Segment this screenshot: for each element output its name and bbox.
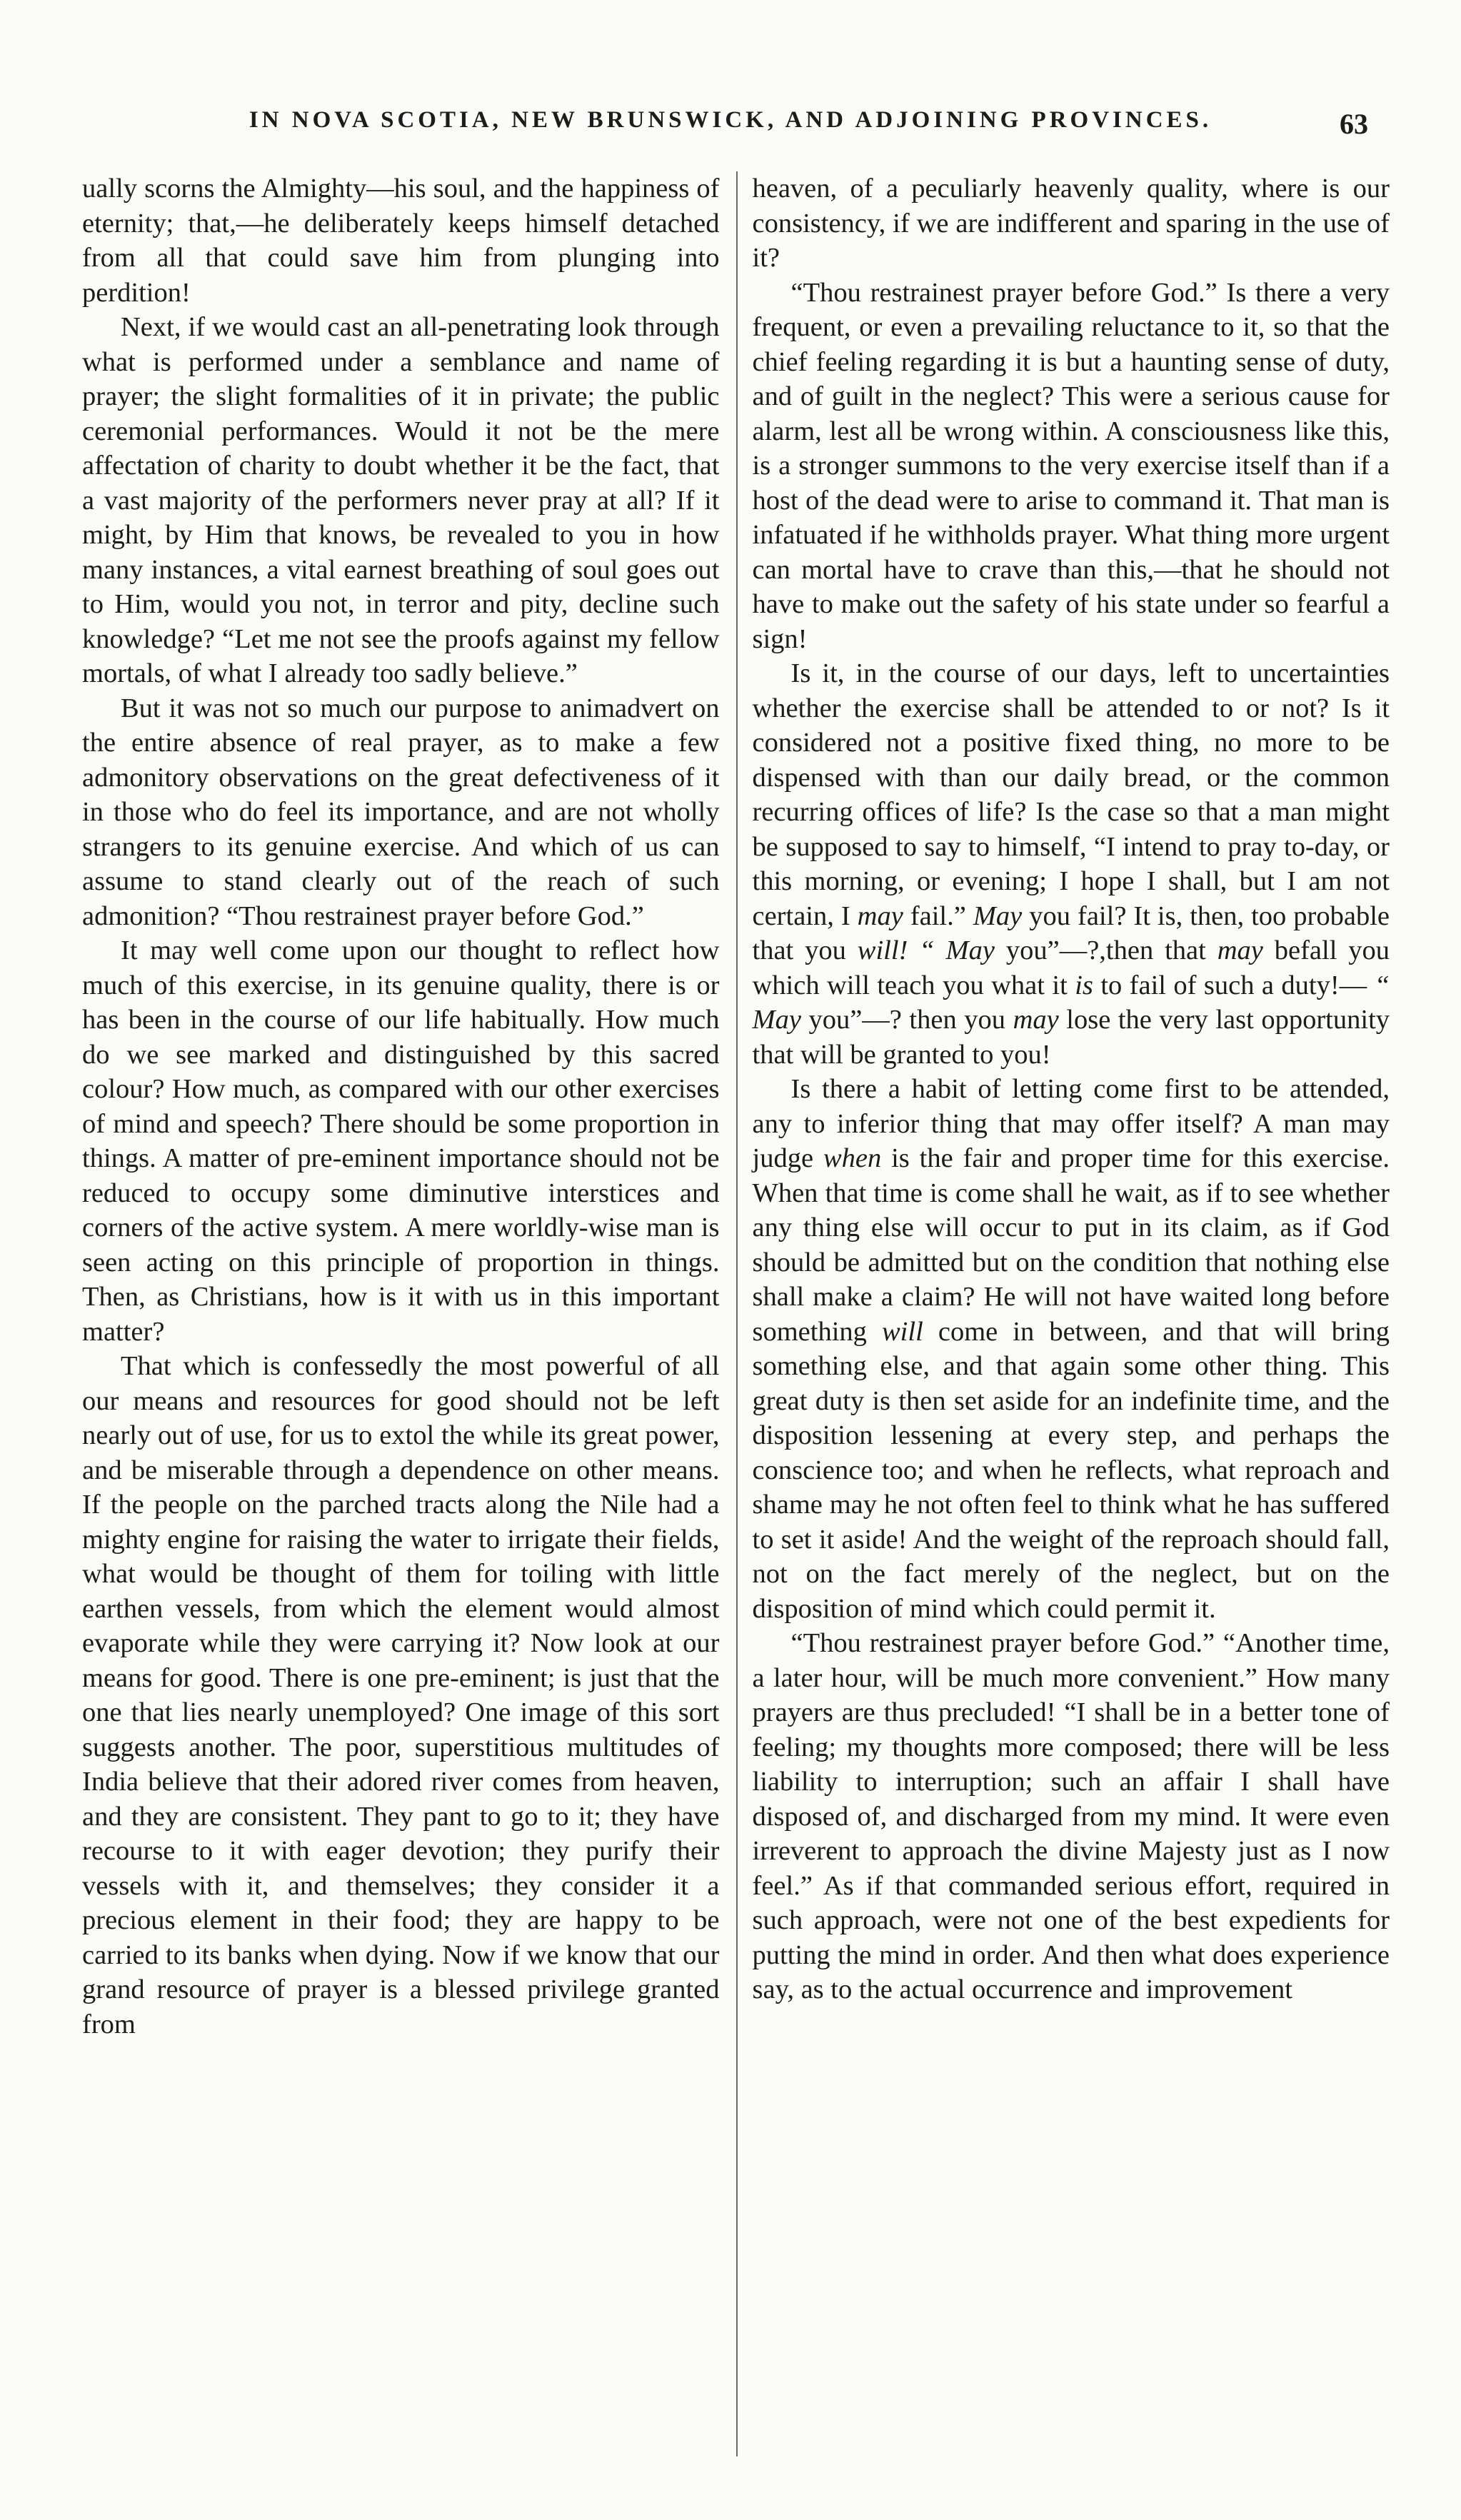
text-run: to fail of such a duty!— (1100, 970, 1367, 1000)
paragraph: It may well come upon our thought to reflect how much of this exercise, in its genuine quality, there is or has been in the course of our life habitually. How much do we see marked and distinguished by this sacred colour? How much, as compared with our other exercises of mind and speech? There should be some proportion in things. A matter of pre-eminent importance should not be reduced to occupy some diminutive interstices and corners of the active system. A mere worldly-wise man is seen acting on this principle of proportion in things. Then, as Christians, how is it with us in this important matter? (82, 935, 720, 1347)
italic-word: is (1075, 970, 1093, 1000)
italic-word: may (857, 900, 903, 931)
paragraph (753, 656, 1390, 1072)
text-run: you fail? It is, then, too probable that you (752, 900, 1390, 965)
paragraph: That which is confessedly the most powerful of all our means and resources for good should not be left nearly out of use, for us to extol the while its great power, and be miserable through a dependence on other means. If the people on the parched tracts along the Nile had a mighty engine for raising the water to irrigate their fields, what would be thought of them for toiling with little earthen vessels, from which the element would almost evaporate while they were carrying it? Now look at our means for good. There is one pre-eminent; is just that the one that lies nearly unemployed? One image of this sort suggests another. The poor, superstitious multitudes of India believe that their adored river comes from heaven, and they are consistent. They pant to go to it; they have recourse to it with eager devotion; they purify their vessels with it, and themselves; they consider it a precious element in their food; they are happy to be carried to its banks when dying. Now if we know that our grand resource of prayer is a blessed privilege granted from (82, 1351, 720, 2039)
text-run: you”—? then you (808, 1005, 1006, 1035)
text-columns (82, 171, 1390, 2456)
italic-word: will (882, 1316, 923, 1347)
text-run: Is there a habit of letting come first to be attended, any to inferior thing that may offer itself? A man may judge (752, 1074, 1390, 1173)
text-run: fail.” (910, 900, 966, 931)
running-header (86, 107, 1375, 150)
italic-word: “ May (919, 935, 995, 965)
left-column (82, 171, 720, 2456)
text-run: is the fair and proper time for this exercise. When that time is come shall he wait, as if to see whether any thing else will occur to put in its claim, as if God should be admitted but on the condition that nothing else shall make a claim? He will not have waited long before something (752, 1143, 1390, 1347)
italic-word: May (973, 900, 1023, 931)
running-title: IN NOVA SCOTIA, NEW BRUNSWICK, AND ADJOINING PROVINCES. (248, 107, 1213, 133)
text-run: lose the very last opportunity that will be granted to you! (752, 1005, 1390, 1070)
italic-word: will! (857, 935, 908, 965)
paragraph: Next, if we would cast an all-penetrating look through what is performed under a semblance and name of prayer; the slight formalities of it in private; the public ceremonial performances. Would it not be the mere affectation of charity to doubt whether it be the fact, that a vast majority of the performers never pray at all? If it might, by Him that knows, be revealed to you in how many instances, a vital earnest breathing of soul goes out to Him, would you not, in terror and pity, decline such knowledge? “Let me not see the proofs against my fellow mortals, of what I already too sadly believe.” (82, 312, 720, 688)
italic-word: when (823, 1143, 882, 1173)
text-run: Is it, in the course of our days, left to uncertainties whether the exercise shall be attended to or not? Is it considered not a positive fixed thing, no more to be dispensed with than our daily bread, or the common recurring offices of life? Is the case so that a man might be supposed to say to himself, “I intend to pray to-day, or this morning, or evening; I hope I shall, but I am not certain, I (752, 658, 1390, 931)
paragraph: But it was not so much our purpose to animadvert on the entire absence of real prayer, as to make a few admonitory observations on the great defectiveness of it in those who do feel its importance, and are not wholly strangers to its genuine exercise. And which of us can assume to stand clearly out of the reach of such admonition? “Thou restrainest prayer before God.” (82, 693, 720, 931)
text-run: befall you which will teach you what it (752, 935, 1390, 1000)
text-run: come in between, and that will bring something else, and that again some other thing. This great duty is then set aside for an indefinite time, and the disposition lessening at every step, and perhaps the conscience too; and when he reflects, what reproach and shame may he not often feel to think what he has suffered to set it aside! And the weight of the reproach should fall, not on the fact merely of the neglect, but on the disposition of mind which could permit it. (752, 1316, 1390, 1624)
italic-word: may (1217, 935, 1263, 965)
italic-word: may (1013, 1005, 1059, 1035)
paragraph (753, 1072, 1390, 1626)
text-run: you”—?,then that (1005, 935, 1206, 965)
page-number: 63 (1340, 108, 1368, 140)
paragraph: ually scorns the Almighty—his soul, and the happiness of eternity; that,—he deliberately keeps himself detached from all that could save him from plunging into perdition! (82, 174, 720, 308)
paragraph: “Thou restrainest prayer before God.” “Another time, a later hour, will be much more convenient.” How many prayers are thus precluded! “I shall be in a better tone of feeling; my thoughts more composed; there will be less liability to interruption; such an affair I shall have disposed of, and discharged from my mind. It were even irreverent to approach the divine Majesty just as I now feel.” As if that commanded serious effort, required in such approach, were not one of the best expedients for putting the mind in order. And then what does experience say, as to the actual occurrence and improvement (752, 1628, 1390, 2004)
right-column (753, 171, 1390, 2456)
paragraph: heaven, of a peculiarly heavenly quality, where is our consistency, if we are indifferent and sparing in the use of it? (752, 174, 1390, 273)
italic-word: “ May (752, 970, 1390, 1035)
paragraph: “Thou restrainest prayer before God.” Is there a very frequent, or even a prevailing reluctance to it, so that the chief feeling regarding it is but a haunting sense of duty, and of guilt in the neglect? This were a serious cause for alarm, lest all be wrong within. A consciousness like this, is a stronger summons to the very exercise itself than if a host of the dead were to arise to command it. That man is infatuated if he withholds prayer. What thing more urgent can mortal have to crave than this,—that he should not have to make out the safety of his state under so fearful a sign! (752, 277, 1390, 654)
